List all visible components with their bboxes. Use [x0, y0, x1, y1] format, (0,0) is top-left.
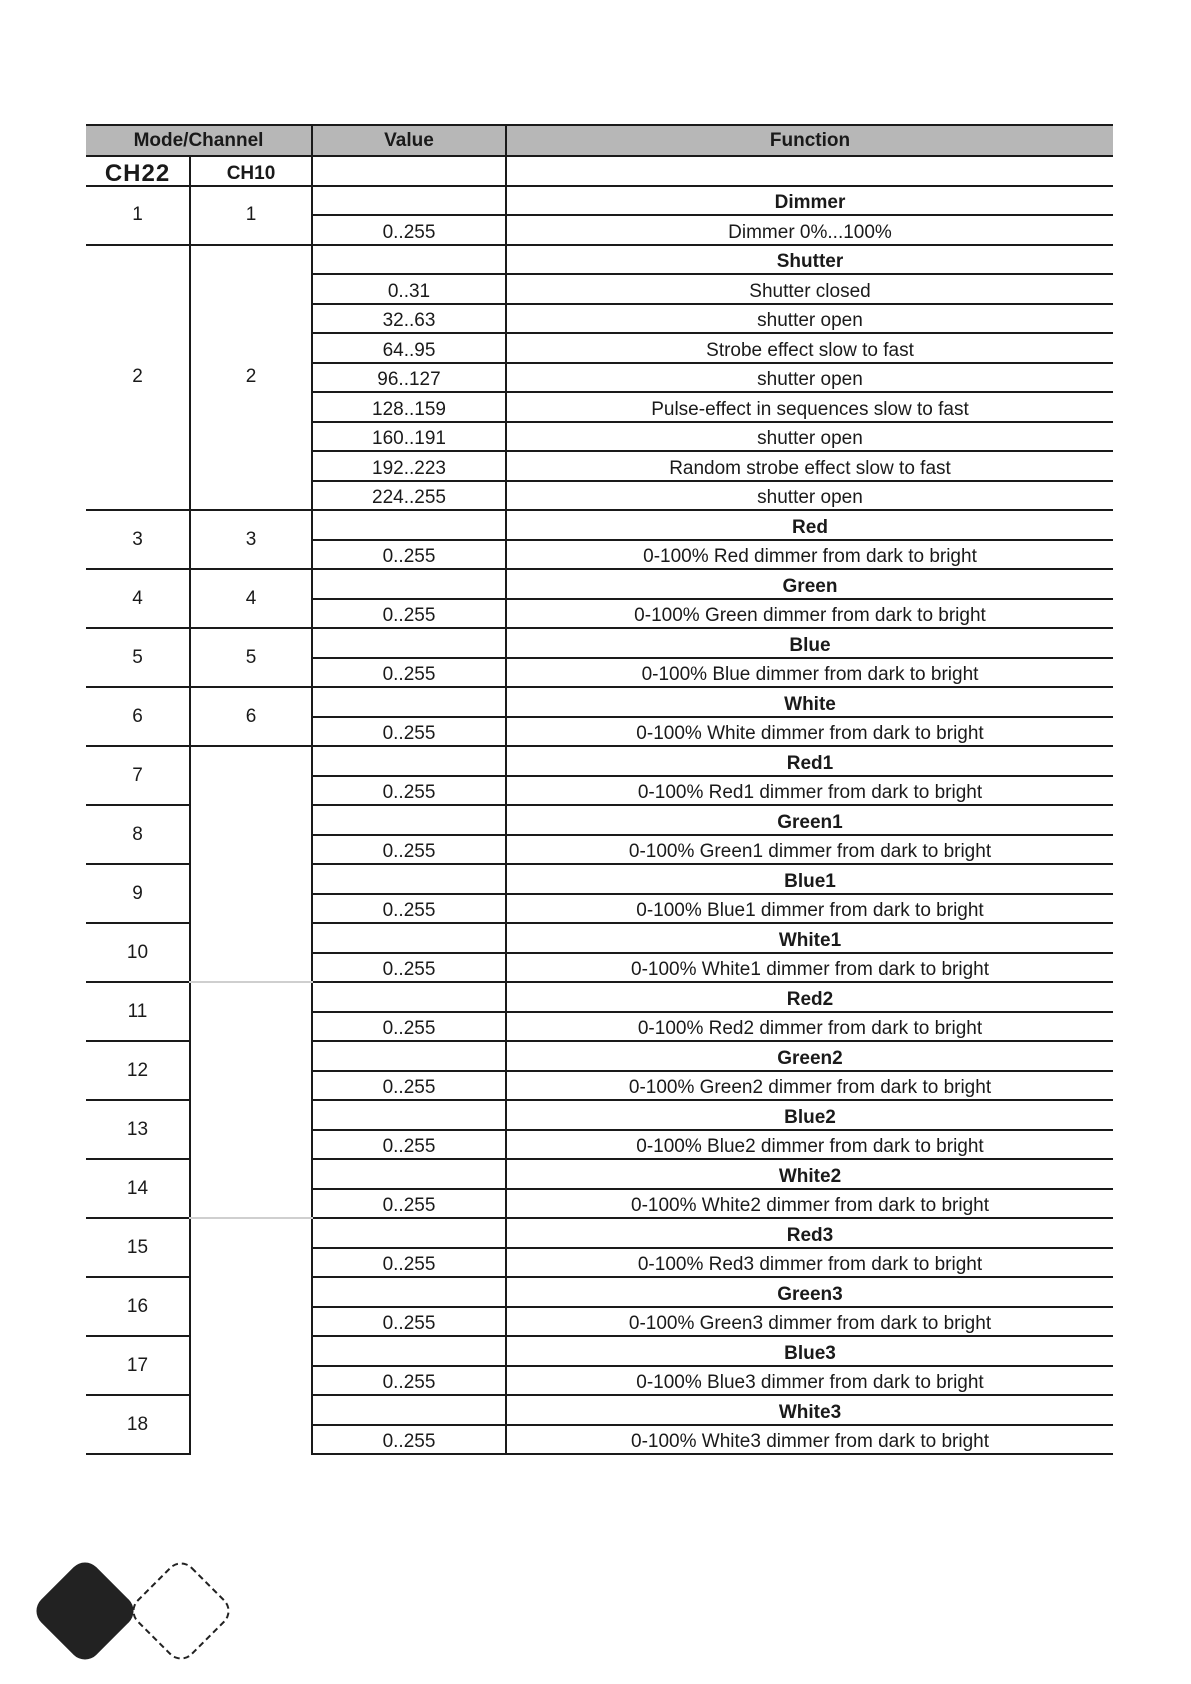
- function-description: 0-100% Red3 dimmer from dark to bright: [506, 1248, 1113, 1278]
- function-title: Shutter: [506, 245, 1113, 275]
- function-description: shutter open: [506, 481, 1113, 511]
- ch22-channel-number: 14: [86, 1159, 190, 1218]
- value-empty-cell: [312, 628, 506, 658]
- ch10-channel-number: 3: [190, 510, 312, 569]
- function-description: 0-100% Green dimmer from dark to bright: [506, 599, 1113, 629]
- function-description: 0-100% White2 dimmer from dark to bright: [506, 1189, 1113, 1219]
- function-description: Pulse-effect in sequences slow to fast: [506, 392, 1113, 422]
- logo-solid-diamond-icon: [30, 1556, 140, 1666]
- value-empty-cell: [312, 1277, 506, 1307]
- value-range: 0..255: [312, 1189, 506, 1219]
- function-description: Dimmer 0%...100%: [506, 215, 1113, 245]
- function-description: 0-100% Green3 dimmer from dark to bright: [506, 1307, 1113, 1337]
- function-title: Red3: [506, 1218, 1113, 1248]
- ch22-channel-number: 1: [86, 186, 190, 245]
- value-empty-cell: [312, 864, 506, 894]
- value-range: 0..255: [312, 894, 506, 924]
- function-title: Green3: [506, 1277, 1113, 1307]
- ch10-channel-number: 5: [190, 628, 312, 687]
- ch22-channel-number: 2: [86, 245, 190, 511]
- ch22-channel-number: 8: [86, 805, 190, 864]
- ch10-empty-cell: [190, 982, 312, 1218]
- header-function: Function: [506, 125, 1113, 156]
- function-description: 0-100% White1 dimmer from dark to bright: [506, 953, 1113, 983]
- value-range: 0..255: [312, 658, 506, 688]
- function-title: Green2: [506, 1041, 1113, 1071]
- function-title: Blue: [506, 628, 1113, 658]
- value-empty-cell: [312, 510, 506, 540]
- function-description: 0-100% Red dimmer from dark to bright: [506, 540, 1113, 570]
- function-description: 0-100% Blue3 dimmer from dark to bright: [506, 1366, 1113, 1396]
- ch22-channel-number: 13: [86, 1100, 190, 1159]
- ch22-channel-number: 16: [86, 1277, 190, 1336]
- value-range: 160..191: [312, 422, 506, 452]
- ch22-channel-number: 11: [86, 982, 190, 1041]
- function-description: Strobe effect slow to fast: [506, 333, 1113, 363]
- table-row: [86, 186, 1113, 216]
- value-empty-cell: [312, 245, 506, 275]
- value-empty-cell: [312, 923, 506, 953]
- function-description: shutter open: [506, 363, 1113, 393]
- header-mode-channel: Mode/Channel: [86, 125, 312, 156]
- function-description: shutter open: [506, 304, 1113, 334]
- value-range: 0..255: [312, 717, 506, 747]
- value-range: 0..255: [312, 1248, 506, 1278]
- mode-value-empty: [312, 156, 506, 186]
- value-empty-cell: [312, 1218, 506, 1248]
- function-title: White3: [506, 1395, 1113, 1425]
- value-range: 0..255: [312, 1071, 506, 1101]
- ch22-channel-number: 15: [86, 1218, 190, 1277]
- function-title: White2: [506, 1159, 1113, 1189]
- table-body: [86, 156, 1113, 1454]
- table-row: [86, 510, 1113, 540]
- value-range: 0..255: [312, 1366, 506, 1396]
- value-range: 0..255: [312, 1012, 506, 1042]
- value-range: 0..255: [312, 776, 506, 806]
- value-empty-cell: [312, 1100, 506, 1130]
- ch22-channel-number: 9: [86, 864, 190, 923]
- mode-row: [86, 156, 1113, 186]
- function-description: 0-100% Red1 dimmer from dark to bright: [506, 776, 1113, 806]
- value-empty-cell: [312, 687, 506, 717]
- table-row: [86, 1218, 1113, 1248]
- header-value: Value: [312, 125, 506, 156]
- ch22-channel-number: 7: [86, 746, 190, 805]
- function-title: Blue2: [506, 1100, 1113, 1130]
- ch10-empty-cell: [190, 746, 312, 982]
- function-title: Dimmer: [506, 186, 1113, 216]
- table-row: [86, 746, 1113, 776]
- value-range: 0..255: [312, 1130, 506, 1160]
- ch22-channel-number: 18: [86, 1395, 190, 1454]
- value-empty-cell: [312, 805, 506, 835]
- value-range: 64..95: [312, 333, 506, 363]
- ch22-channel-number: 3: [86, 510, 190, 569]
- ch22-channel-number: 10: [86, 923, 190, 982]
- function-title: Blue3: [506, 1336, 1113, 1366]
- ch10-channel-number: 2: [190, 245, 312, 511]
- ch10-channel-number: 6: [190, 687, 312, 746]
- function-title: Green1: [506, 805, 1113, 835]
- value-range: 0..255: [312, 599, 506, 629]
- table-row: [86, 687, 1113, 717]
- function-description: Random strobe effect slow to fast: [506, 451, 1113, 481]
- table-row: [86, 628, 1113, 658]
- value-empty-cell: [312, 982, 506, 1012]
- mode-function-empty: [506, 156, 1113, 186]
- table-row: [86, 245, 1113, 275]
- function-title: Red1: [506, 746, 1113, 776]
- value-range: 0..255: [312, 953, 506, 983]
- function-title: Green: [506, 569, 1113, 599]
- dmx-channel-table: [86, 124, 1113, 1455]
- function-description: 0-100% Blue2 dimmer from dark to bright: [506, 1130, 1113, 1160]
- function-title: Red2: [506, 982, 1113, 1012]
- ch22-channel-number: 5: [86, 628, 190, 687]
- ch22-channel-number: 17: [86, 1336, 190, 1395]
- table-header-row: [86, 125, 1113, 156]
- value-empty-cell: [312, 1159, 506, 1189]
- mode-ch22: CH22: [86, 156, 190, 186]
- ch22-channel-number: 12: [86, 1041, 190, 1100]
- value-range: 96..127: [312, 363, 506, 393]
- value-range: 0..255: [312, 1425, 506, 1455]
- value-empty-cell: [312, 746, 506, 776]
- value-range: 0..255: [312, 215, 506, 245]
- function-description: 0-100% White3 dimmer from dark to bright: [506, 1425, 1113, 1455]
- function-description: 0-100% Green2 dimmer from dark to bright: [506, 1071, 1113, 1101]
- logo-dashed-diamond-icon: [126, 1556, 236, 1666]
- value-empty-cell: [312, 1041, 506, 1071]
- function-description: 0-100% White dimmer from dark to bright: [506, 717, 1113, 747]
- value-empty-cell: [312, 569, 506, 599]
- ch10-channel-number: 1: [190, 186, 312, 245]
- table-row: [86, 982, 1113, 1012]
- value-range: 32..63: [312, 304, 506, 334]
- function-title: White1: [506, 923, 1113, 953]
- value-range: 128..159: [312, 392, 506, 422]
- ch22-channel-number: 6: [86, 687, 190, 746]
- value-range: 0..255: [312, 540, 506, 570]
- value-range: 0..31: [312, 274, 506, 304]
- value-empty-cell: [312, 186, 506, 216]
- value-empty-cell: [312, 1395, 506, 1425]
- ch10-empty-cell: [190, 1218, 312, 1454]
- function-description: shutter open: [506, 422, 1113, 452]
- value-empty-cell: [312, 1336, 506, 1366]
- function-description: 0-100% Blue1 dimmer from dark to bright: [506, 894, 1113, 924]
- value-range: 0..255: [312, 835, 506, 865]
- ch22-channel-number: 4: [86, 569, 190, 628]
- table-row: [86, 569, 1113, 599]
- function-title: White: [506, 687, 1113, 717]
- value-range: 224..255: [312, 481, 506, 511]
- function-description: 0-100% Blue dimmer from dark to bright: [506, 658, 1113, 688]
- value-range: 0..255: [312, 1307, 506, 1337]
- function-title: Red: [506, 510, 1113, 540]
- function-description: Shutter closed: [506, 274, 1113, 304]
- value-range: 192..223: [312, 451, 506, 481]
- function-title: Blue1: [506, 864, 1113, 894]
- mode-ch10: CH10: [190, 156, 312, 186]
- function-description: 0-100% Green1 dimmer from dark to bright: [506, 835, 1113, 865]
- function-description: 0-100% Red2 dimmer from dark to bright: [506, 1012, 1113, 1042]
- ch10-channel-number: 4: [190, 569, 312, 628]
